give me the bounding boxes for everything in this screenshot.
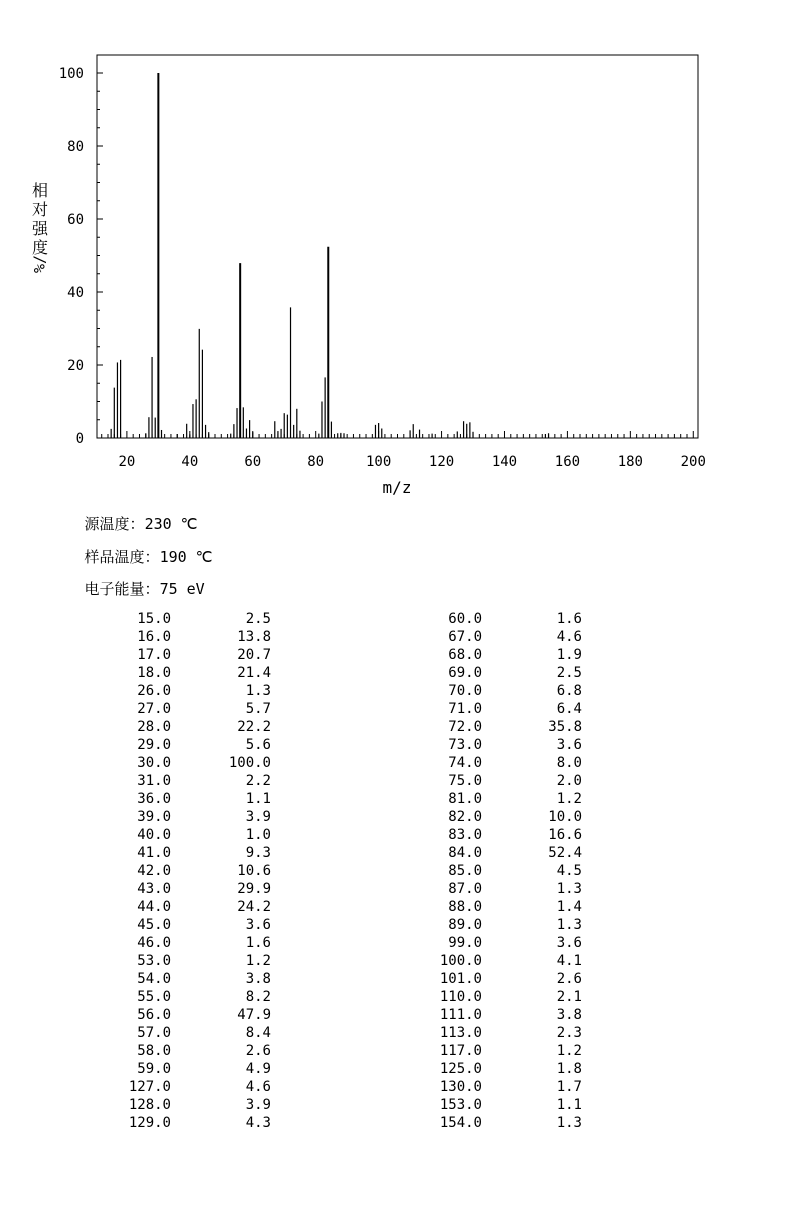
- intensity-value: 1.2: [556, 791, 582, 807]
- x-tick-label: 140: [491, 454, 518, 470]
- mz-value: 88.0: [448, 899, 482, 915]
- x-tick-label: 120: [428, 454, 455, 470]
- mz-value: 16.0: [137, 629, 171, 645]
- x-tick-label: 60: [244, 454, 262, 470]
- peak-row: [0, 682, 794, 700]
- mz-value: 101.0: [439, 971, 482, 987]
- intensity-value: 6.4: [556, 701, 582, 717]
- mz-value: 82.0: [448, 809, 482, 825]
- mz-value: 18.0: [137, 665, 171, 681]
- intensity-value: 8.4: [245, 1025, 271, 1041]
- axis-ticks: [59, 66, 706, 470]
- intensity-value: 1.2: [245, 953, 271, 969]
- source-temperature-label: 源温度：: [84, 515, 145, 533]
- intensity-value: 1.1: [556, 1097, 582, 1113]
- electron-energy-label: 电子能量：: [84, 580, 160, 598]
- x-tick-label: 160: [554, 454, 581, 470]
- x-tick-label: 100: [365, 454, 392, 470]
- intensity-value: 3.6: [245, 917, 271, 933]
- sample-temperature-value: 190 ℃: [159, 548, 213, 566]
- mz-value: 56.0: [137, 1007, 171, 1023]
- peak-row: [0, 988, 794, 1006]
- x-tick-label: 20: [118, 454, 136, 470]
- peak-row: [0, 862, 794, 880]
- mz-value: 85.0: [448, 863, 482, 879]
- y-tick-label: 80: [67, 139, 84, 155]
- source-temperature-value: 230 ℃: [144, 515, 198, 533]
- mz-value: 117.0: [439, 1043, 482, 1059]
- intensity-value: 1.7: [556, 1079, 582, 1095]
- peak-row: [0, 934, 794, 952]
- peak-row: [0, 628, 794, 646]
- peak-row: [0, 610, 794, 628]
- intensity-value: 2.5: [556, 665, 582, 681]
- mz-value: 130.0: [439, 1079, 482, 1095]
- mz-value: 99.0: [448, 935, 482, 951]
- intensity-value: 22.2: [237, 719, 271, 735]
- peak-row: [0, 844, 794, 862]
- x-tick-label: 180: [617, 454, 643, 470]
- intensity-value: 3.8: [556, 1007, 582, 1023]
- sample-temperature-label: 样品温度：: [84, 548, 160, 566]
- intensity-value: 1.8: [556, 1061, 582, 1077]
- intensity-value: 1.0: [245, 827, 271, 843]
- peak-row: [0, 664, 794, 682]
- peak-row: [0, 1024, 794, 1042]
- intensity-value: 4.6: [245, 1079, 271, 1095]
- mz-value: 67.0: [448, 629, 482, 645]
- peak-row: [0, 1078, 794, 1096]
- mz-value: 29.0: [137, 737, 171, 753]
- intensity-value: 1.6: [245, 935, 271, 951]
- intensity-value: 29.9: [237, 881, 271, 897]
- intensity-value: 16.6: [548, 827, 582, 843]
- mz-value: 53.0: [137, 953, 171, 969]
- mz-value: 41.0: [137, 845, 171, 861]
- plot-frame: [97, 55, 698, 438]
- peak-row: [0, 1060, 794, 1078]
- intensity-value: 4.1: [556, 953, 582, 969]
- mz-value: 55.0: [137, 989, 171, 1005]
- mz-value: 27.0: [137, 701, 171, 717]
- mz-value: 127.0: [128, 1079, 171, 1095]
- y-label-char: 强: [31, 219, 49, 238]
- peak-row: [0, 736, 794, 754]
- mz-value: 26.0: [137, 683, 171, 699]
- mz-value: 113.0: [439, 1025, 482, 1041]
- y-tick-label: 40: [67, 285, 84, 301]
- mz-value: 89.0: [448, 917, 482, 933]
- intensity-value: 1.1: [245, 791, 271, 807]
- intensity-value: 2.2: [245, 773, 271, 789]
- mass-spectrum-chart: [0, 0, 794, 500]
- intensity-value: 1.3: [556, 1115, 582, 1131]
- mz-value: 154.0: [439, 1115, 482, 1131]
- mz-value: 17.0: [137, 647, 171, 663]
- intensity-value: 3.6: [556, 935, 582, 951]
- intensity-value: 2.5: [245, 611, 271, 627]
- x-tick-label: 40: [181, 454, 199, 470]
- intensity-value: 2.6: [556, 971, 582, 987]
- intensity-value: 2.6: [245, 1043, 271, 1059]
- mz-value: 84.0: [448, 845, 482, 861]
- intensity-value: 20.7: [237, 647, 271, 663]
- intensity-value: 2.3: [556, 1025, 582, 1041]
- mz-value: 100.0: [439, 953, 482, 969]
- intensity-value: 8.0: [556, 755, 582, 771]
- electron-energy-value: 75 eV: [159, 580, 205, 598]
- mz-value: 40.0: [137, 827, 171, 843]
- peak-row: [0, 646, 794, 664]
- peak-row: [0, 952, 794, 970]
- mz-value: 30.0: [137, 755, 171, 771]
- intensity-value: 3.9: [245, 1097, 271, 1113]
- mz-value: 60.0: [448, 611, 482, 627]
- peak-row: [0, 1114, 794, 1132]
- intensity-value: 6.8: [556, 683, 582, 699]
- intensity-value: 1.3: [556, 881, 582, 897]
- y-label-unit: %/: [30, 254, 49, 274]
- intensity-value: 1.3: [556, 917, 582, 933]
- mz-value: 59.0: [137, 1061, 171, 1077]
- intensity-value: 1.2: [556, 1043, 582, 1059]
- mz-value: 111.0: [439, 1007, 482, 1023]
- y-tick-label: 60: [67, 212, 84, 228]
- intensity-value: 1.9: [556, 647, 582, 663]
- peak-row: [0, 880, 794, 898]
- mz-value: 72.0: [448, 719, 482, 735]
- mz-value: 68.0: [448, 647, 482, 663]
- peak-row: [0, 808, 794, 826]
- mz-value: 42.0: [137, 863, 171, 879]
- intensity-value: 4.3: [245, 1115, 271, 1131]
- peak-row: [0, 754, 794, 772]
- intensity-value: 5.6: [245, 737, 271, 753]
- y-axis-label: [31, 181, 49, 273]
- intensity-value: 52.4: [548, 845, 582, 861]
- intensity-value: 3.9: [245, 809, 271, 825]
- mz-value: 129.0: [128, 1115, 171, 1131]
- mz-value: 57.0: [137, 1025, 171, 1041]
- mz-value: 58.0: [137, 1043, 171, 1059]
- mz-value: 36.0: [137, 791, 171, 807]
- mz-value: 54.0: [137, 971, 171, 987]
- spectrum-bars: [111, 73, 548, 438]
- y-label-char: 对: [31, 200, 49, 219]
- intensity-value: 47.9: [237, 1007, 271, 1023]
- mz-value: 125.0: [439, 1061, 482, 1077]
- mz-value: 74.0: [448, 755, 482, 771]
- peak-row: [0, 970, 794, 988]
- mz-value: 44.0: [137, 899, 171, 915]
- intensity-value: 1.6: [556, 611, 582, 627]
- mz-value: 81.0: [448, 791, 482, 807]
- mz-value: 31.0: [137, 773, 171, 789]
- intensity-value: 1.3: [245, 683, 271, 699]
- mz-value: 71.0: [448, 701, 482, 717]
- y-tick-label: 100: [58, 66, 84, 82]
- peak-row: [0, 790, 794, 808]
- peak-row: [0, 1006, 794, 1024]
- peak-row: [0, 772, 794, 790]
- mz-value: 87.0: [448, 881, 482, 897]
- mz-value: 128.0: [128, 1097, 171, 1113]
- electron-energy: [75, 560, 205, 599]
- intensity-value: 2.1: [556, 989, 582, 1005]
- y-label-char: 度: [31, 238, 49, 257]
- x-tick-label: 80: [307, 454, 325, 470]
- peak-row: [0, 1042, 794, 1060]
- y-label-char: 相: [31, 181, 49, 200]
- intensity-value: 13.8: [237, 629, 271, 645]
- mz-value: 70.0: [448, 683, 482, 699]
- intensity-value: 10.6: [237, 863, 271, 879]
- intensity-value: 35.8: [548, 719, 582, 735]
- intensity-value: 8.2: [245, 989, 271, 1005]
- mz-value: 15.0: [137, 611, 171, 627]
- mz-value: 28.0: [137, 719, 171, 735]
- mz-value: 153.0: [439, 1097, 482, 1113]
- intensity-value: 5.7: [245, 701, 271, 717]
- y-tick-label: 0: [75, 431, 84, 447]
- peak-row: [0, 898, 794, 916]
- peak-row: [0, 826, 794, 844]
- intensity-value: 10.0: [548, 809, 582, 825]
- mz-value: 75.0: [448, 773, 482, 789]
- intensity-value: 2.0: [556, 773, 582, 789]
- intensity-value: 3.8: [245, 971, 271, 987]
- intensity-value: 21.4: [237, 665, 271, 681]
- intensity-value: 100.0: [228, 755, 271, 771]
- mz-value: 43.0: [137, 881, 171, 897]
- intensity-value: 9.3: [245, 845, 271, 861]
- x-axis-label: m/z: [382, 478, 412, 497]
- peak-row: [0, 1096, 794, 1114]
- intensity-value: 4.6: [556, 629, 582, 645]
- mz-value: 110.0: [439, 989, 482, 1005]
- mz-value: 83.0: [448, 827, 482, 843]
- peak-row: [0, 718, 794, 736]
- intensity-value: 3.6: [556, 737, 582, 753]
- intensity-value: 24.2: [237, 899, 271, 915]
- mz-value: 39.0: [137, 809, 171, 825]
- y-tick-label: 20: [67, 358, 84, 374]
- intensity-value: 4.9: [245, 1061, 271, 1077]
- mz-value: 45.0: [137, 917, 171, 933]
- mz-value: 46.0: [137, 935, 171, 951]
- mz-value: 69.0: [448, 665, 482, 681]
- peak-row: [0, 916, 794, 934]
- mz-value: 73.0: [448, 737, 482, 753]
- x-tick-label: 200: [680, 454, 706, 470]
- intensity-value: 4.5: [556, 863, 582, 879]
- peak-row: [0, 700, 794, 718]
- intensity-value: 1.4: [556, 899, 582, 915]
